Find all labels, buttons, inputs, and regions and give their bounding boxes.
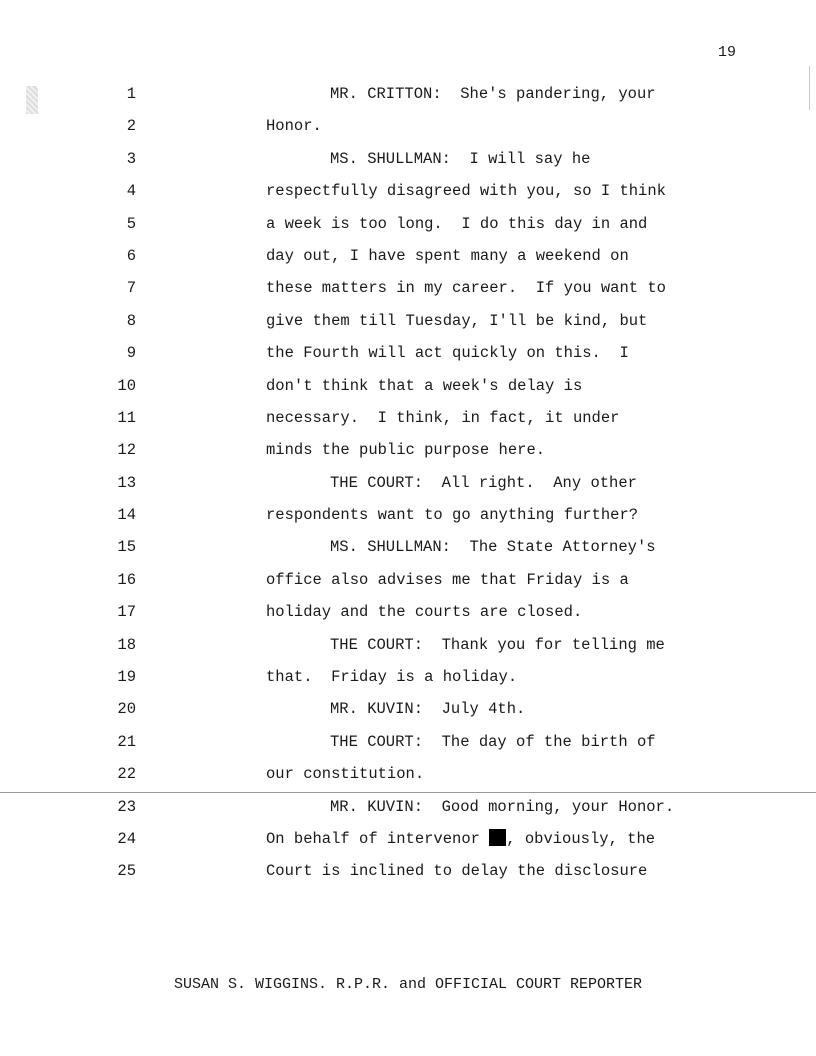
line-text: the Fourth will act quickly on this. I xyxy=(266,344,629,363)
transcript-line xyxy=(0,631,816,663)
line-number: 4 xyxy=(126,182,136,201)
transcript-line xyxy=(0,857,816,889)
transcript-line xyxy=(0,404,816,436)
transcript-line xyxy=(0,274,816,306)
line-number: 18 xyxy=(117,635,136,654)
line-number: 15 xyxy=(117,538,136,557)
transcript-line xyxy=(0,210,816,242)
line-number: 19 xyxy=(117,668,136,687)
transcript-line xyxy=(0,533,816,565)
line-text: MR. KUVIN: July 4th. xyxy=(330,700,526,719)
line-text: Court is inclined to delay the disclosure xyxy=(266,862,648,881)
transcript-line xyxy=(0,112,816,144)
line-text: THE COURT: The day of the birth of xyxy=(330,732,656,751)
line-text: respectfully disagreed with you, so I think xyxy=(266,182,666,201)
line-text: necessary. I think, in fact, it under xyxy=(266,408,620,427)
line-number: 17 xyxy=(117,603,136,622)
transcript-line xyxy=(0,793,816,825)
line-text: MR. KUVIN: Good morning, your Honor. xyxy=(330,797,675,816)
transcript-body xyxy=(0,80,816,890)
line-number: 6 xyxy=(126,246,136,265)
transcript-line xyxy=(0,760,816,792)
transcript-line xyxy=(0,436,816,468)
transcript-line xyxy=(0,145,816,177)
line-text: give them till Tuesday, I'll be kind, but xyxy=(266,311,648,330)
line-text: respondents want to go anything further? xyxy=(266,506,639,525)
line-text: minds the public purpose here. xyxy=(266,441,546,460)
line-text: don't think that a week's delay is xyxy=(266,376,583,395)
line-number: 2 xyxy=(126,117,136,136)
line-number: 7 xyxy=(126,279,136,298)
line-number: 21 xyxy=(117,732,136,751)
line-text: THE COURT: All right. Any other xyxy=(330,473,637,492)
transcript-line xyxy=(0,663,816,695)
redaction-box xyxy=(489,829,506,846)
line-text: that. Friday is a holiday. xyxy=(266,668,518,687)
transcript-line xyxy=(0,80,816,112)
line-text: MS. SHULLMAN: The State Attorney's xyxy=(330,538,656,557)
line-number: 24 xyxy=(117,829,136,848)
line-text: our constitution. xyxy=(266,765,425,784)
page-divider xyxy=(0,792,816,793)
line-text-before-redaction: On behalf of intervenor xyxy=(266,829,490,848)
line-number: 1 xyxy=(126,85,136,103)
line-number: 3 xyxy=(126,149,136,168)
reporter-footer: SUSAN S. WIGGINS. R.P.R. and OFFICIAL COURT REPORTER xyxy=(173,976,643,993)
transcript-line xyxy=(0,825,816,857)
line-number: 10 xyxy=(117,376,136,395)
line-number: 23 xyxy=(117,797,136,816)
line-text: holiday and the courts are closed. xyxy=(266,603,583,622)
line-text: day out, I have spent many a weekend on xyxy=(266,246,629,265)
transcript-line xyxy=(0,372,816,404)
transcript-line xyxy=(0,598,816,630)
line-text-after-redaction: , obviously, the xyxy=(506,829,656,848)
line-text: THE COURT: Thank you for telling me xyxy=(330,635,665,654)
transcript-line xyxy=(0,307,816,339)
line-text: Honor. xyxy=(266,117,322,136)
transcript-line xyxy=(0,501,816,533)
transcript-line xyxy=(0,728,816,760)
transcript-line xyxy=(0,177,816,209)
transcript-line xyxy=(0,566,816,598)
transcript-line xyxy=(0,242,816,274)
line-number: 12 xyxy=(117,441,136,460)
line-number: 9 xyxy=(126,344,136,363)
line-text: these matters in my career. If you want to xyxy=(266,279,666,298)
line-text xyxy=(266,829,655,849)
line-number: 25 xyxy=(117,862,136,881)
line-text: MS. SHULLMAN: I will say he xyxy=(330,149,591,168)
transcript-line xyxy=(0,469,816,501)
line-text: a week is too long. I do this day in and xyxy=(266,214,648,233)
transcript-line xyxy=(0,695,816,727)
line-number: 5 xyxy=(126,214,136,233)
line-number: 22 xyxy=(117,765,136,784)
transcript-line xyxy=(0,339,816,371)
line-number: 11 xyxy=(117,408,136,427)
line-number: 16 xyxy=(117,570,136,589)
line-number: 13 xyxy=(117,473,136,492)
line-text: office also advises me that Friday is a xyxy=(266,570,629,589)
line-number: 14 xyxy=(117,506,136,525)
line-text: MR. CRITTON: She's pandering, your xyxy=(330,85,656,103)
page-number: 19 xyxy=(717,44,736,61)
line-number: 20 xyxy=(117,700,136,719)
line-number: 8 xyxy=(126,311,136,330)
